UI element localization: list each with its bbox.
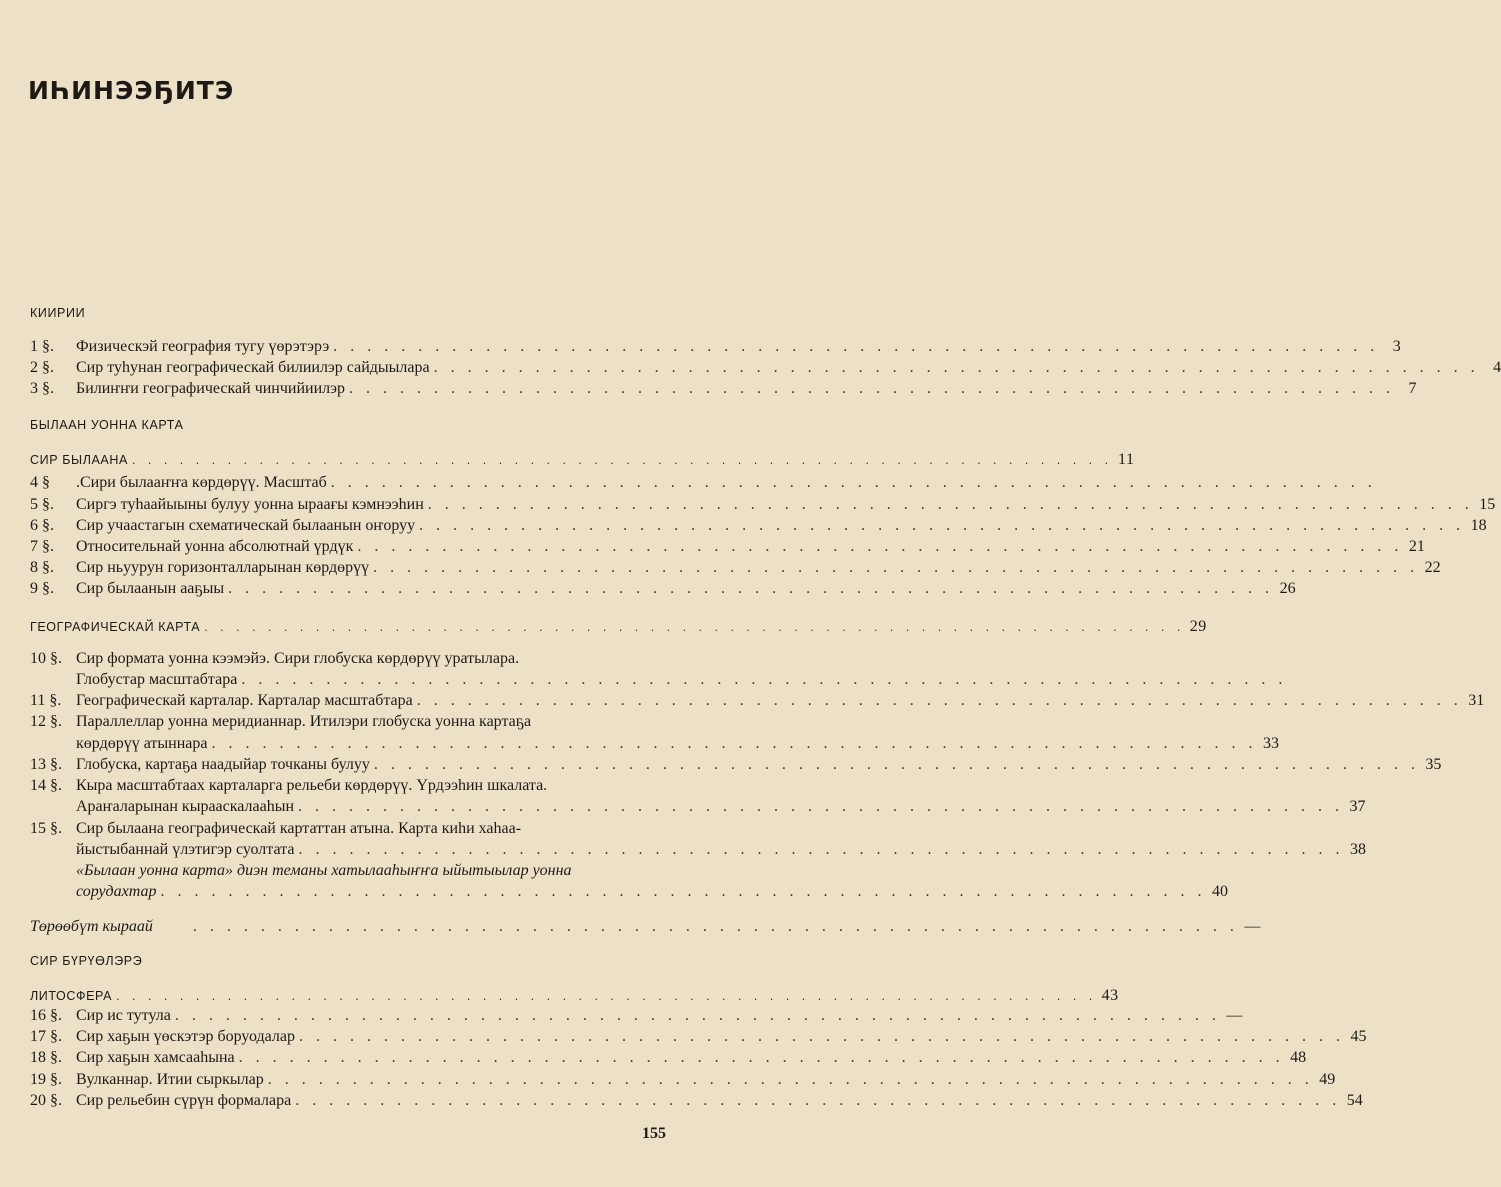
entry-title: Сир ньуурун горизонталларынан көрдөрүү <box>76 559 370 576</box>
section-heading-introduction: КИИРИИ <box>30 306 86 320</box>
entry-number: 5 §. <box>30 496 54 513</box>
toc-entry-12-line2[interactable] <box>76 735 1279 753</box>
entry-page: 3 <box>1392 338 1401 355</box>
entry-number: 2 §. <box>30 359 54 376</box>
dot-leader: . . . . . . . . . . . . . . . . . . . . . . . . . . . . . . . . . . . . . . . . . . . . . . . . . . . . . . . . . . . . . . <box>298 841 1344 858</box>
toc-entry-19[interactable] <box>30 1071 1336 1089</box>
entry-title: Сир туһунан географическай билиилэр сайдыылара <box>76 359 430 376</box>
section-page: 29 <box>1189 618 1207 635</box>
entry-page: 22 <box>1424 559 1441 576</box>
dot-leader: . . . . . . . . . . . . . . . . . . . . . . . . . . . . . . . . . . . . . . . . . . . . . . . . . . . . . . . . . . . . . . <box>228 580 1274 597</box>
entry-number: 20 §. <box>30 1092 62 1109</box>
entry-title: Параллеллар уонна меридианнар. Итилэри глобуска уонна картаҕа <box>76 713 532 730</box>
entry-number: 6 §. <box>30 517 54 534</box>
toc-entry-20[interactable] <box>30 1092 1363 1110</box>
subsection-page: 11 <box>1118 451 1135 468</box>
entry-title-continued: сорудахтар <box>76 883 157 900</box>
dot-leader: . . . . . . . . . . . . . . . . . . . . . . . . . . . . . . . . . . . . . . . . . . . . . . . . . . . . . . . . . . . . . . <box>373 756 1420 773</box>
dot-leader: . . . . . . . . . . . . . . . . . . . . . . . . . . . . . . . . . . . . . . . . . . . . . . . . . . . . . . . . . . . . . . <box>427 496 1474 513</box>
entry-number: 11 §. <box>30 692 62 709</box>
entry-number: 10 §. <box>30 650 62 667</box>
toc-entry-8[interactable] <box>30 559 1441 577</box>
toc-entry-3[interactable] <box>30 380 1417 398</box>
page-number: 155 <box>642 1125 666 1142</box>
entry-page: 45 <box>1350 1028 1367 1045</box>
entry-title: Сир рельебин сүрүн формалара <box>76 1092 292 1109</box>
subsection-page: 43 <box>1101 987 1119 1004</box>
entry-title-continued: Глобустар масштабтара <box>76 671 238 688</box>
dot-leader: . . . . . . . . . . . . . . . . . . . . . . . . . . . . . . . . . . . . . . . . . . . . . . . . . . . . . . . . . . . . . . <box>433 359 1480 376</box>
subsection-heading-plan[interactable] <box>30 451 1135 469</box>
entry-page: — <box>1226 1007 1243 1024</box>
entry-number: 4 § <box>30 474 50 491</box>
toc-entry-10-line2[interactable] <box>76 671 1287 689</box>
dot-leader: . . . . . . . . . . . . . . . . . . . . . . . . . . . . . . . . . . . . . . . . . . . . . . . . . . . . . . . . . . . . . . <box>160 883 1206 900</box>
toc-entry-11[interactable] <box>30 692 1485 710</box>
entry-title: Физическэй география тугу үөрэтэрэ <box>76 338 330 355</box>
entry-number: 7 §. <box>30 538 54 555</box>
toc-entry-questions-line1[interactable] <box>76 862 666 880</box>
dot-leader: . . . . . . . . . . . . . . . . . . . . . . . . . . . . . . . . . . . . . . . . . . . . . . . . . . . . . . . . . . . . . . <box>373 559 1419 576</box>
entry-title: Глобуска, картаҕа наадыйар точканы булуу <box>76 756 370 773</box>
entry-page: 33 <box>1262 735 1279 752</box>
entry-page: 37 <box>1349 798 1366 815</box>
toc-entry-4[interactable] <box>30 474 1377 492</box>
toc-entry-16[interactable] <box>30 1007 1243 1025</box>
entry-title: Төрөөбүт кыраай <box>30 918 153 935</box>
subsection-title: СИР БЫЛААНА <box>30 453 128 467</box>
dot-leader: . . . . . . . . . . . . . . . . . . . . . . . . . . . . . . . . . . . . . . . . . . . . . . . . . . . . . . . . . . . . . . <box>192 918 1239 935</box>
dot-leader: . . . . . . . . . . . . . . . . . . . . . . . . . . . . . . . . . . . . . . . . . . . . . . . . . . . . . . . . . . . . . . <box>295 1092 1341 1109</box>
entry-page: 38 <box>1349 841 1366 858</box>
toc-entry-14-line1[interactable] <box>30 777 666 795</box>
dot-leader: . . . . . . . . . . . . . . . . . . . . . . . . . . . . . . . . . . . . . . . . . . . . . . . . . . . . . . . . . . . . . . <box>333 338 1379 355</box>
entry-title: .Сири былааҥҥа көрдөрүү. Масштаб <box>76 474 327 491</box>
toc-entry-7[interactable] <box>30 538 1425 556</box>
entry-title: Билиҥҥи географическай чинчийиилэр <box>76 380 346 397</box>
entry-number: 13 §. <box>30 756 62 773</box>
toc-entry-10-line1[interactable] <box>30 650 666 668</box>
entry-number: 3 §. <box>30 380 54 397</box>
section-heading-plan-and-map: БЫЛААН УОННА КАРТА <box>30 418 184 432</box>
dot-leader: . . . . . . . . . . . . . . . . . . . . . . . . . . . . . . . . . . . . . . . . . . . . . . . . . . . . . . . . . . . . . . <box>174 1007 1221 1024</box>
dot-leader: . . . . . . . . . . . . . . . . . . . . . . . . . . . . . . . . . . . . . . . . . . . . . . . . . . . . . . . . . . . . . . <box>211 735 1257 752</box>
entry-page: 15 <box>1479 496 1496 513</box>
entry-page: 26 <box>1279 580 1296 597</box>
entry-title: Сир ис тутула <box>76 1007 171 1024</box>
toc-entry-6[interactable] <box>30 517 1487 535</box>
entry-page: — <box>1244 918 1261 935</box>
toc-entry-15-line2[interactable] <box>76 841 1366 859</box>
entry-number: 17 §. <box>30 1028 62 1045</box>
entry-title-continued: көрдөрүү атыннара <box>76 735 208 752</box>
entry-number: 15 §. <box>30 820 62 837</box>
entry-title: Географическай карталар. Карталар масштабтара <box>76 692 413 709</box>
entry-title: Относительнай уонна абсолютнай үрдүк <box>76 538 354 555</box>
entry-number: 9 §. <box>30 580 54 597</box>
dot-leader: . . . . . . . . . . . . . . . . . . . . . . . . . . . . . . . . . . . . . . . . . . . . . . . . . . . . . . . . . . . . . . <box>298 798 1344 815</box>
dot-leader: . . . . . . . . . . . . . . . . . . . . . . . . . . . . . . . . . . . . . . . . . . . . . . . . . . . . . . . . . . . . . . <box>349 380 1395 397</box>
section-title: ГЕОГРАФИЧЕСКАЙ КАРТА <box>30 620 201 634</box>
entry-number: 14 §. <box>30 777 62 794</box>
toc-entry-17[interactable] <box>30 1028 1367 1046</box>
subsection-heading-lithosphere[interactable] <box>30 987 1119 1005</box>
entry-title: Сир хаҕын үөскэтэр боруодалар <box>76 1028 296 1045</box>
entry-title-continued: Араҥаларынан кырааскалааһын <box>76 798 295 815</box>
entry-number: 8 §. <box>30 559 54 576</box>
toc-entry-questions-line2[interactable] <box>76 883 1228 901</box>
dot-leader: . . . . . . . . . . . . . . . . . . . . . . . . . . . . . . . . . . . . . . . . . . . . . . . . . . . . . . . . . . . . . . <box>116 989 1097 1003</box>
entry-page: 49 <box>1319 1071 1336 1088</box>
entry-page: 4 <box>1493 359 1501 376</box>
entry-page: 31 <box>1468 692 1485 709</box>
toc-entry-9[interactable] <box>30 580 1296 598</box>
dot-leader: . . . . . . . . . . . . . . . . . . . . . . . . . . . . . . . . . . . . . . . . . . . . . . . . . . . . . . . . . . . . . . <box>299 1028 1345 1045</box>
subsection-title: ЛИТОСФЕРА <box>30 989 113 1003</box>
dot-leader: . . . . . . . . . . . . . . . . . . . . . . . . . . . . . . . . . . . . . . . . . . . . . . . . . . . . . . . . . . . . . . <box>330 474 1377 491</box>
dot-leader: . . . . . . . . . . . . . . . . . . . . . . . . . . . . . . . . . . . . . . . . . . . . . . . . . . . . . . . . . . . . . . <box>267 1071 1314 1088</box>
entry-page: 7 <box>1408 380 1417 397</box>
section-heading-earth-shells: СИР БҮРҮӨЛЭРЭ <box>30 954 143 968</box>
entry-number: 16 §. <box>30 1007 62 1024</box>
entry-title: Вулканнар. Итии сыркылар <box>76 1071 264 1088</box>
entry-number: 19 §. <box>30 1071 62 1088</box>
entry-page: 40 <box>1212 883 1228 900</box>
toc-entry-18[interactable] <box>30 1049 1307 1067</box>
toc-entry-native-region[interactable] <box>30 918 1261 936</box>
dot-leader: . . . . . . . . . . . . . . . . . . . . . . . . . . . . . . . . . . . . . . . . . . . . . . . . . . . . . . . . . . . . . . <box>416 692 1463 709</box>
dot-leader: . . . . . . . . . . . . . . . . . . . . . . . . . . . . . . . . . . . . . . . . . . . . . . . . . . . . . . . . . . . . . . <box>357 538 1403 555</box>
dot-leader: . . . . . . . . . . . . . . . . . . . . . . . . . . . . . . . . . . . . . . . . . . . . . . . . . . . . . . . . . . . . . . <box>238 1049 1285 1066</box>
entry-page: 54 <box>1346 1092 1363 1109</box>
entry-title: «Былаан уонна карта» диэн теманы хатылааһыҥҥа ыйытыылар уонна <box>76 862 572 879</box>
entry-number: 1 §. <box>30 338 54 355</box>
toc-entry-1[interactable] <box>30 338 1401 356</box>
page-title: ИҺИНЭЭҔИТЭ <box>28 76 235 105</box>
entry-title: Сир формата уонна кээмэйэ. Сири глобуска көрдөрүү уратылара. <box>76 650 520 667</box>
toc-entry-14-line2[interactable] <box>76 798 1366 816</box>
entry-page: 48 <box>1290 1049 1307 1066</box>
entry-page: 35 <box>1425 756 1442 773</box>
toc-entry-12-line1[interactable] <box>30 713 666 731</box>
entry-title: Сир учаастагын схематическай былаанын оҥоруу <box>76 517 416 534</box>
entry-title: Сир хаҕын хамсааһына <box>76 1049 235 1066</box>
entry-page: 21 <box>1408 538 1425 555</box>
entry-title-continued: йыстыбаннай үлэтигэр суолтата <box>76 841 295 858</box>
section-heading-geographic-map[interactable] <box>30 618 1207 636</box>
dot-leader: . . . . . . . . . . . . . . . . . . . . . . . . . . . . . . . . . . . . . . . . . . . . . . . . . . . . . . . . . . . . . . <box>131 453 1113 467</box>
entry-title: Сир былаана географическай картаттан атына. Карта киһи хаһаа- <box>76 820 522 837</box>
toc-entry-13[interactable] <box>30 756 1442 774</box>
entry-title: Сир былаанын ааҕыы <box>76 580 225 597</box>
entry-page: 18 <box>1470 517 1487 534</box>
toc-entry-15-line1[interactable] <box>30 820 666 838</box>
entry-title: Сиргэ туһаайыыны булуу уонна ыраағы кэмнээһин <box>76 496 424 513</box>
toc-entry-5[interactable] <box>30 496 1496 514</box>
dot-leader: . . . . . . . . . . . . . . . . . . . . . . . . . . . . . . . . . . . . . . . . . . . . . . . . . . . . . . . . . . . . . . <box>419 517 1465 534</box>
entry-title: Кыра масштабтаах карталарга рельеби көрдөрүү. Үрдээһин шкалата. <box>76 777 548 794</box>
toc-entry-2[interactable] <box>30 359 1501 377</box>
entry-number: 12 §. <box>30 713 62 730</box>
dot-leader: . . . . . . . . . . . . . . . . . . . . . . . . . . . . . . . . . . . . . . . . . . . . . . . . . . . . . . . . . . . . . . <box>241 671 1287 688</box>
dot-leader: . . . . . . . . . . . . . . . . . . . . . . . . . . . . . . . . . . . . . . . . . . . . . . . . . . . . . . . . . . . . . . <box>204 620 1185 634</box>
entry-number: 18 §. <box>30 1049 62 1066</box>
